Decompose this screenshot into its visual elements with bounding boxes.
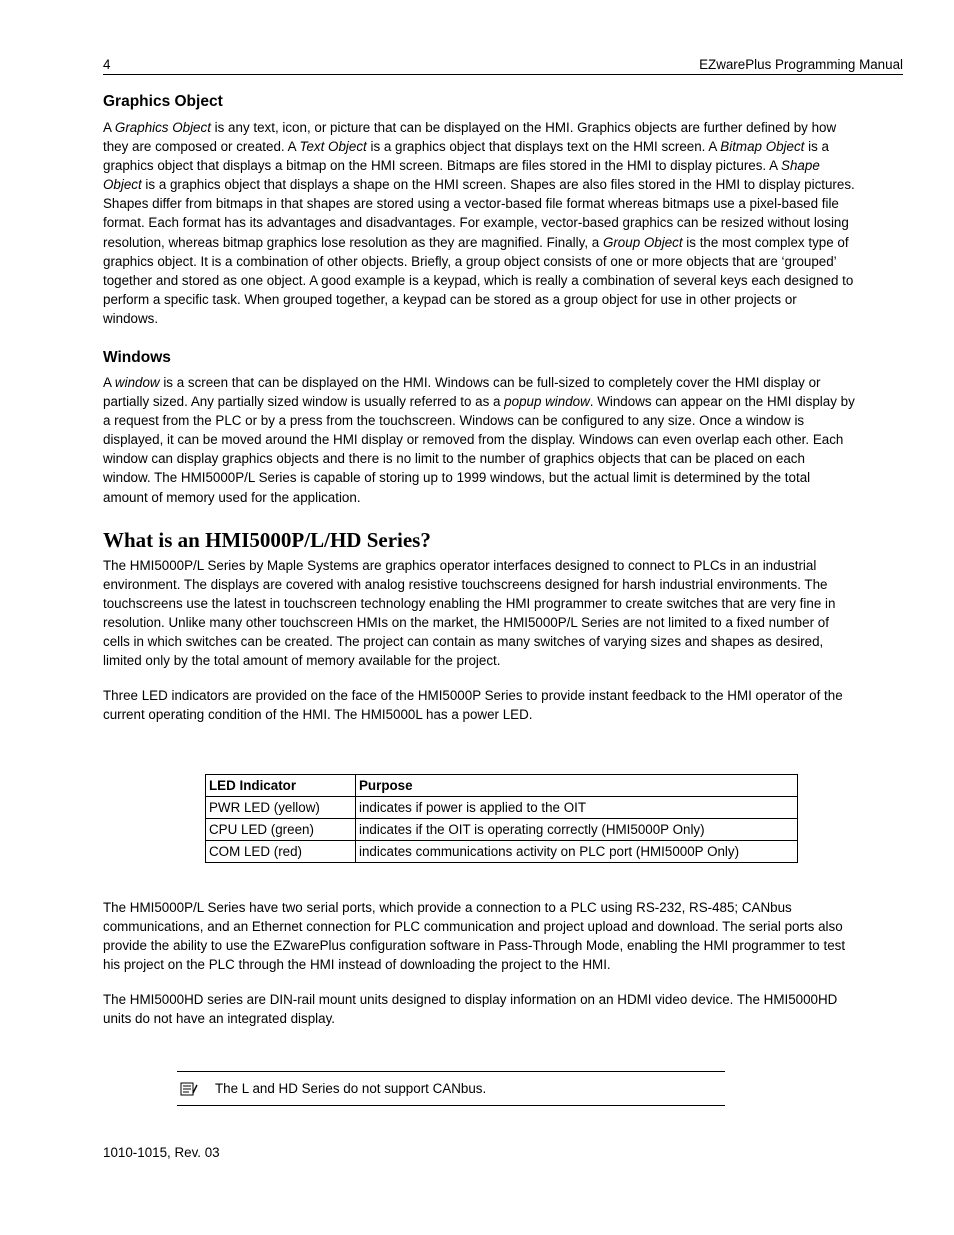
page-header — [103, 56, 903, 75]
hmi-paragraph-1: The HMI5000P/L Series by Maple Systems are graphics operator interfaces designed to connect to PLCs in an industrial environment. The displays are covered with analog resistive touchscreens designed for harsh industrial environments. The touchscreens use the latest in touchscreen technology enabling the HMI programmer to create switches that are very fine in resolution. Unlike many other touchscreen HMIs on the market, the HMI5000P/L Series are not limited to a fixed number of cells in which switches can be created. The project can contain as many switches of varying sizes and shapes as desired, limited only by the total amount of memory available for the project. — [103, 558, 836, 669]
footer-doc-number: 1010-1015, Rev. 03 — [103, 1145, 220, 1160]
hmi-paragraph-4: The HMI5000HD series are DIN-rail mount units designed to display information on an HDMI video device. The HMI5000HD units do not have an integrated display. — [103, 992, 838, 1027]
table-cell: CPU LED (green) — [206, 819, 356, 841]
table-cell: indicates communications activity on PLC port (HMI5000P Only) — [356, 841, 798, 863]
manual-title: EZwarePlus Programming Manual — [699, 57, 903, 72]
table-cell: indicates if the OIT is operating correctly (HMI5000P Only) — [356, 819, 798, 841]
hmi-paragraph-3: The HMI5000P/L Series have two serial ports, which provide a connection to a PLC using RS-232, RS-485; CANbus communications, and an Ethernet connection for PLC communication and project upload and download. The serial ports also provide the ability to use the EZwarePlus configuration software in Pass-Through Mode, enabling the HMI programmer to test his project on the PLC through the HMI instead of downloading the project to the HMI. — [103, 900, 846, 973]
table-cell: indicates if power is applied to the OIT — [356, 797, 798, 819]
led-indicator-table — [205, 774, 798, 863]
note-text: The L and HD Series do not support CANbus. — [215, 1081, 487, 1096]
table-cell: COM LED (red) — [206, 841, 356, 863]
table-row — [206, 819, 798, 841]
windows-heading: Windows — [103, 349, 171, 366]
table-header-row — [206, 775, 798, 797]
table-row — [206, 797, 798, 819]
table-header-cell: LED Indicator — [206, 775, 356, 797]
table-cell: PWR LED (yellow) — [206, 797, 356, 819]
graphics-object-paragraph: A Graphics Object is any text, icon, or picture that can be displayed on the HMI. Graphics objects are further defined by how they are composed or created. A Text Object is a graphics object that displays text on the HMI screen. A Bitmap Object is a graphics object that displays a bitmap on the HMI screen. Bitmaps are files stored in the HMI to display pictures. A Shape Object is a graphics object that displays a shape on the HMI screen. Shapes are also files stored in the HMI to display pictures. Shapes differ from bitmaps in that shapes are stored using a vector-based file format whereas bitmaps use a pixel-based file format. Each format has its advantages and disadvantages. For example, vector-based graphics can be resized without losing resolution, whereas bitmap graphics lose resolution as they are magnified. Finally, a Group Object is the most complex type of graphics object. It is a combination of other objects. Briefly, a group object consists of one or more objects that are ‘grouped’ together and stored as one object. A good example is a keypad, which is really a combination of several keys each designed to perform a specific task. When grouped together, a keypad can be stored as a group object for use in other projects or windows. — [103, 120, 855, 326]
table-header-cell: Purpose — [356, 775, 798, 797]
note-box — [177, 1071, 725, 1106]
page-number: 4 — [103, 57, 111, 72]
windows-paragraph: A window is a screen that can be displayed on the HMI. Windows can be full-sized to completely cover the HMI display or partially sized. Any partially sized window is usually referred to as a popup window. Windows can appear on the HMI display by a request from the PLC or by a press from the touchscreen. Windows can be configured to any size. Once a window is displayed, it can be moved around the HMI display or removed from the display. Windows can even overlap each other. Each window can display graphics objects and there is no limit to the number of graphics objects that can be placed on each window. The HMI5000P/L Series is capable of storing up to 1999 windows, but the actual limit is determined by the total amount of memory used for the application. — [103, 375, 855, 505]
note-icon — [180, 1082, 198, 1096]
hmi-paragraph-2: Three LED indicators are provided on the face of the HMI5000P Series to provide instant feedback to the HMI operator of the current operating condition of the HMI. The HMI5000L has a power LED. — [103, 688, 843, 723]
graphics-object-heading: Graphics Object — [103, 93, 223, 110]
table-row — [206, 841, 798, 863]
hmi-section-heading: What is an HMI5000P/L/HD Series? — [103, 528, 431, 552]
